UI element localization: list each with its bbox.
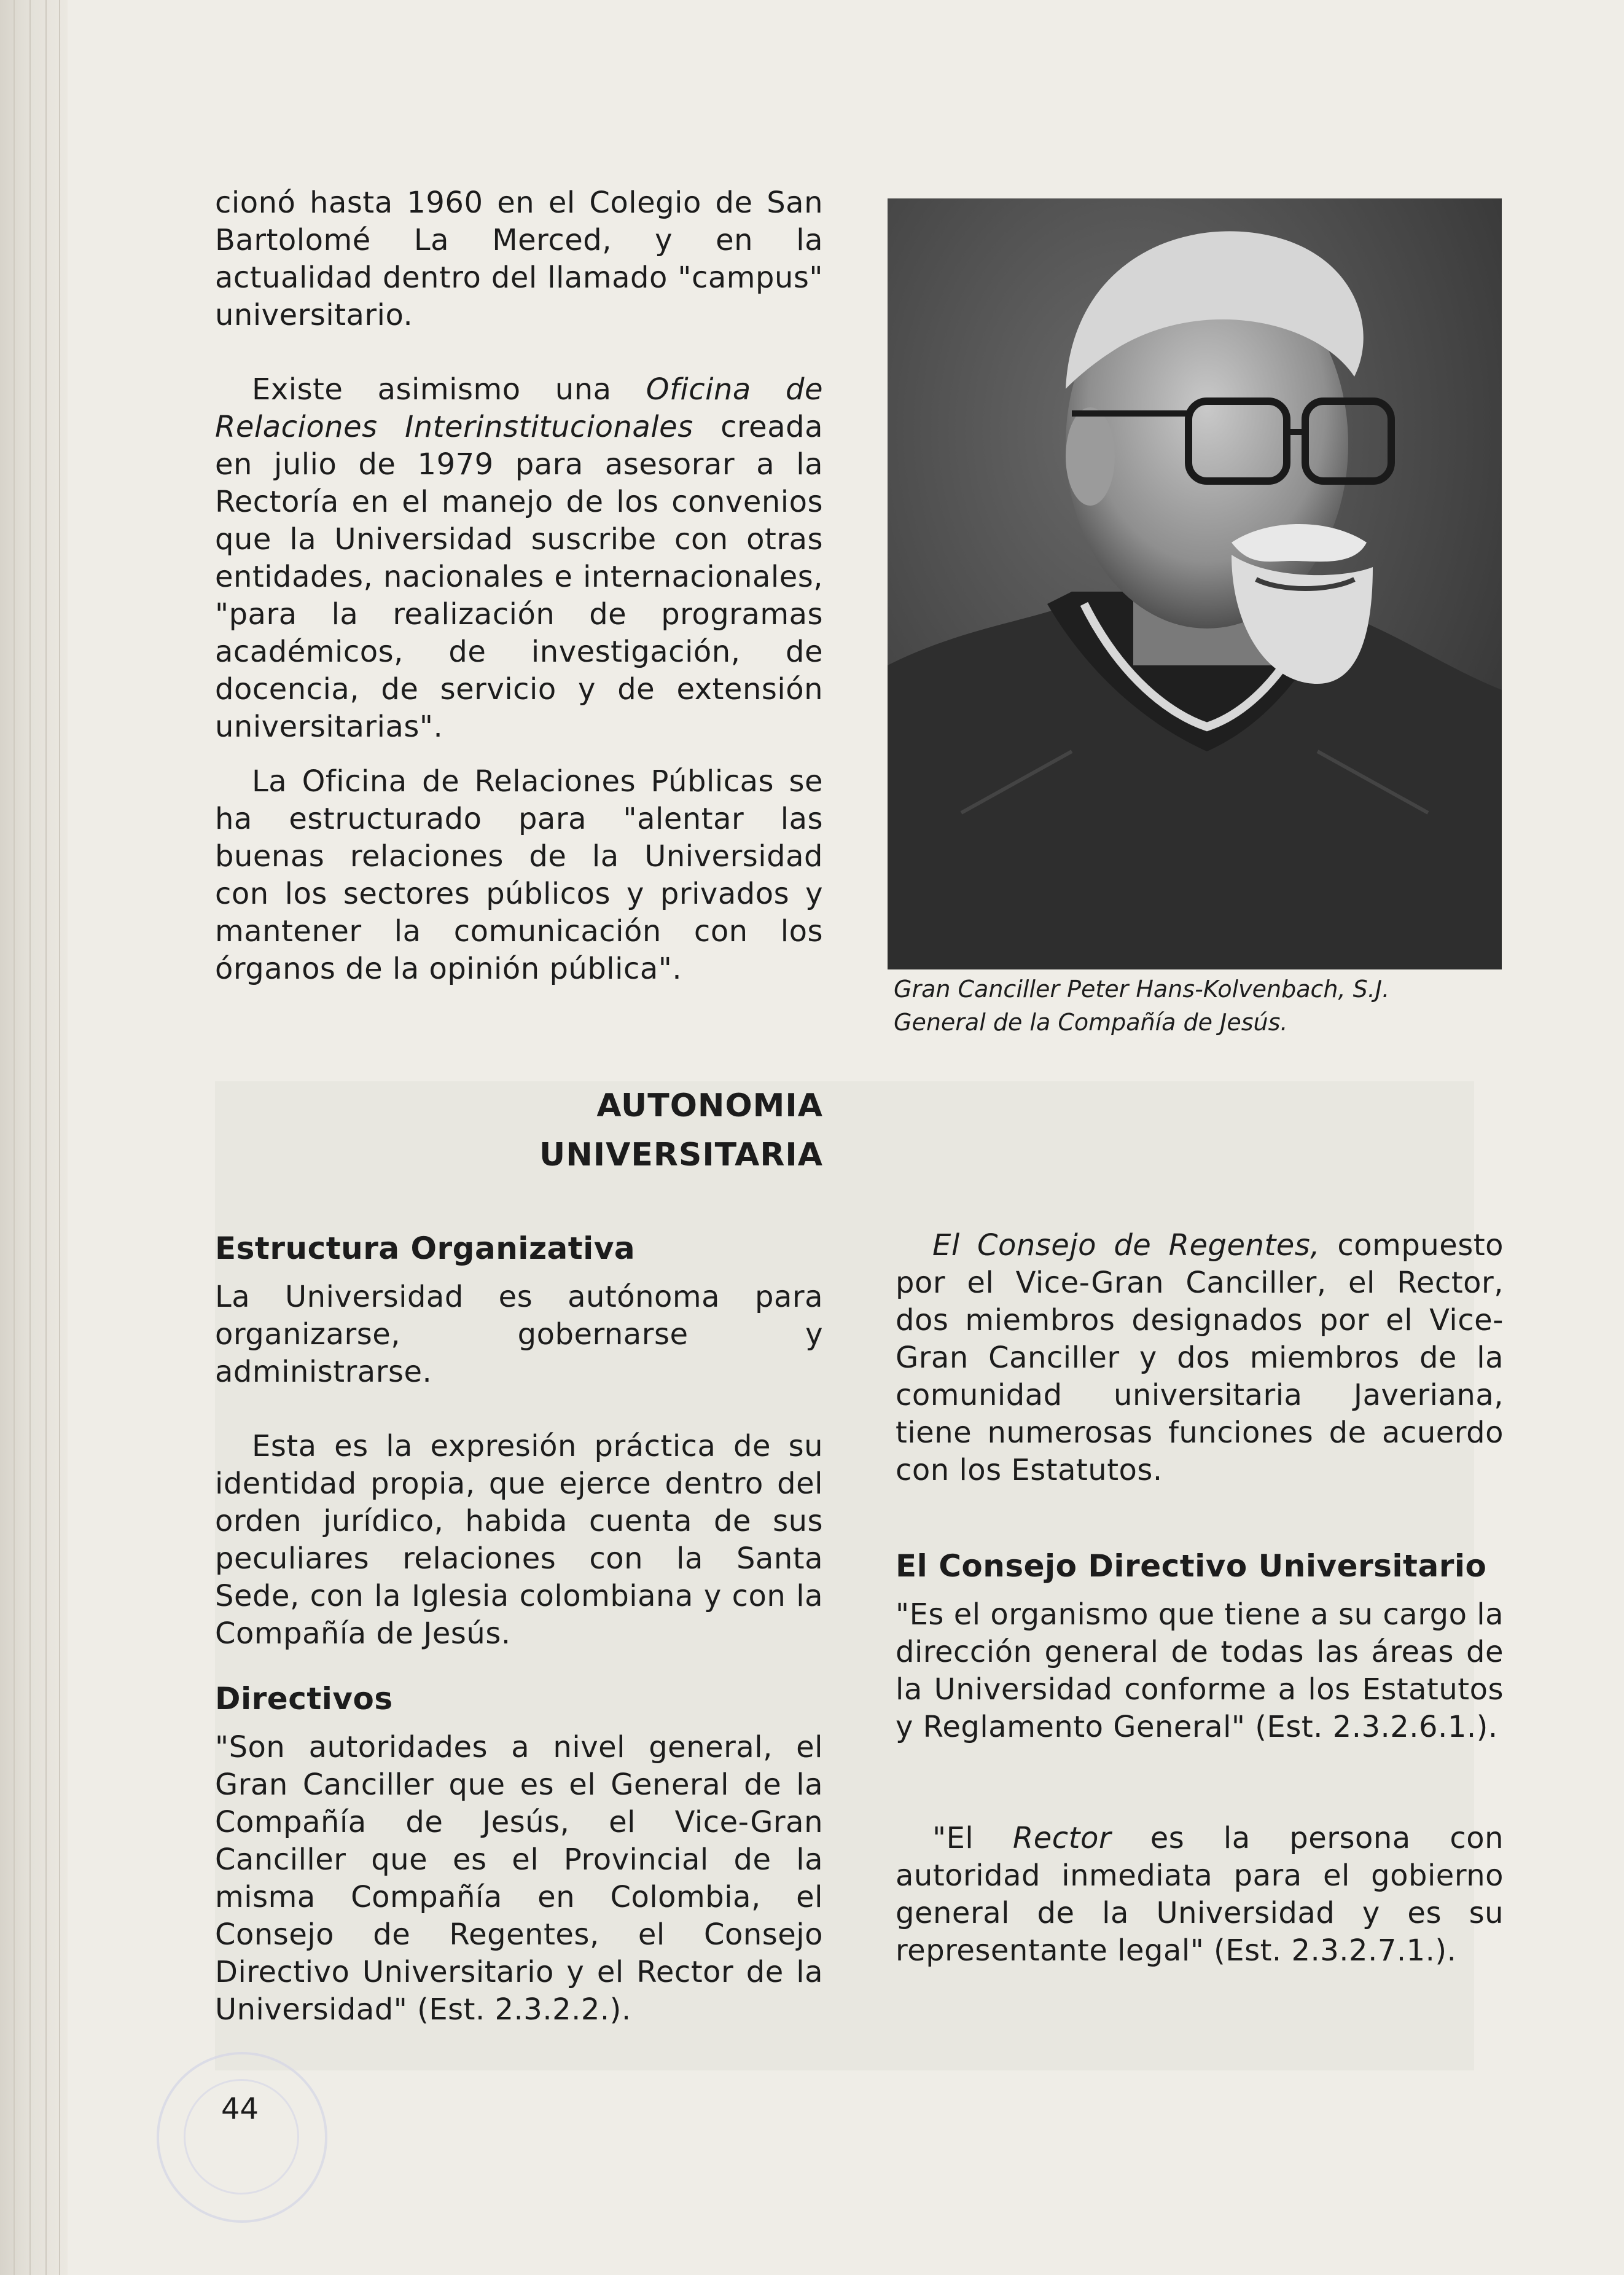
quote-open: "El	[932, 1821, 1013, 1855]
paragraph-rector	[896, 1820, 1504, 1970]
subheading-estructura: Estructura Organizativa	[215, 1231, 636, 1266]
section-heading-line-2: UNIVERSITARIA	[539, 1137, 823, 1173]
paragraph-rest: compuesto por el Vice-Gran Canciller, el Rector, dos miembros designados por el Vice-Gran Canciller y dos miembros de la comunidad universitaria Javeriana, tiene numerosas funciones de acuerdo con los Estatutos.	[896, 1228, 1504, 1487]
subheading-directivos: Directivos	[215, 1681, 393, 1717]
paragraph-intro: Existe asimismo una	[252, 372, 646, 407]
paragraph-autonomia: La Universidad es autónoma para organizarse, gobernarse y administrarse.	[215, 1280, 823, 1389]
caption-line-1: Gran Canciller Peter Hans-Kolvenbach, S.J.	[894, 976, 1390, 1003]
photo-caption	[894, 973, 1508, 1039]
rector-italic: Rector	[1012, 1821, 1112, 1855]
paragraph-consejo-regentes	[896, 1227, 1504, 1489]
paragraph-autoridades: "Son autoridades a nivel general, el Gran Canciller que es el General de la Compañía de Jesús, el Vice-Gran Canciller que es el Provincial de la misma Compañía en Colombia, el Consejo de Regentes, el Consejo Directivo Universitario y el Rector de la Universidad" (Est. 2.3.2.2.).	[215, 1730, 823, 2027]
paragraph-rest: es la persona con autoridad inmediata para el gobierno general de la Universidad y es su representante legal" (Est. 2.3.2.7.1.).	[896, 1821, 1504, 1968]
office-name-italic: Oficina de Relaciones Interinstitucionales	[215, 372, 823, 444]
right-column-bottom	[896, 1227, 1504, 1970]
portrait-image	[888, 198, 1502, 969]
portrait-photo	[888, 198, 1502, 969]
paragraph-oficina-relaciones-interinstitucionales	[215, 371, 823, 746]
paragraph-campus: cionó hasta 1960 en el Colegio de San Bartolomé La Merced, y en la actualidad dentro del llamado "campus" universitario.	[215, 186, 823, 332]
subheading-consejo-directivo: El Consejo Directivo Universitario	[896, 1548, 1487, 1584]
left-column-bottom	[215, 1227, 823, 2029]
consejo-regentes-italic: El Consejo de Regentes,	[932, 1228, 1321, 1263]
paragraph-organismo: "Es el organismo que tiene a su cargo la dirección general de todas las áreas de la Universidad conforme a los Estatutos y Reglamento General" (Est. 2.3.2.6.1.).	[896, 1597, 1504, 1744]
page-number: 44	[221, 2092, 259, 2126]
paragraph-relaciones-publicas: La Oficina de Relaciones Públicas se ha estructurado para "alentar las buenas relaciones de la Universidad con los sectores públicos y privados y mantener la comunicación con los órganos de la opinión pública".	[215, 764, 823, 986]
left-column-top	[215, 184, 823, 988]
paragraph-identidad: Esta es la expresión práctica de su identidad propia, que ejerce dentro del orden jurídico, habida cuenta de sus peculiares relaciones con la Santa Sede, con la Iglesia colombiana y con la Compañía de Jesús.	[215, 1429, 823, 1651]
section-heading-line-1: AUTONOMIA	[596, 1087, 823, 1124]
caption-line-2: General de la Compañía de Jesús.	[894, 1009, 1288, 1036]
section-heading	[467, 1081, 823, 1180]
paragraph-rest: creada en julio de 1979 para asesorar a la Rectoría en el manejo de los convenios que la Universidad suscribe con otras entidades, nacionales e internacionales, "para la realización de programas académicos, de investigación, de docencia, de servicio y de extensión universitarias".	[215, 410, 824, 744]
library-stamp	[157, 2052, 327, 2223]
page-edge	[0, 0, 68, 2275]
